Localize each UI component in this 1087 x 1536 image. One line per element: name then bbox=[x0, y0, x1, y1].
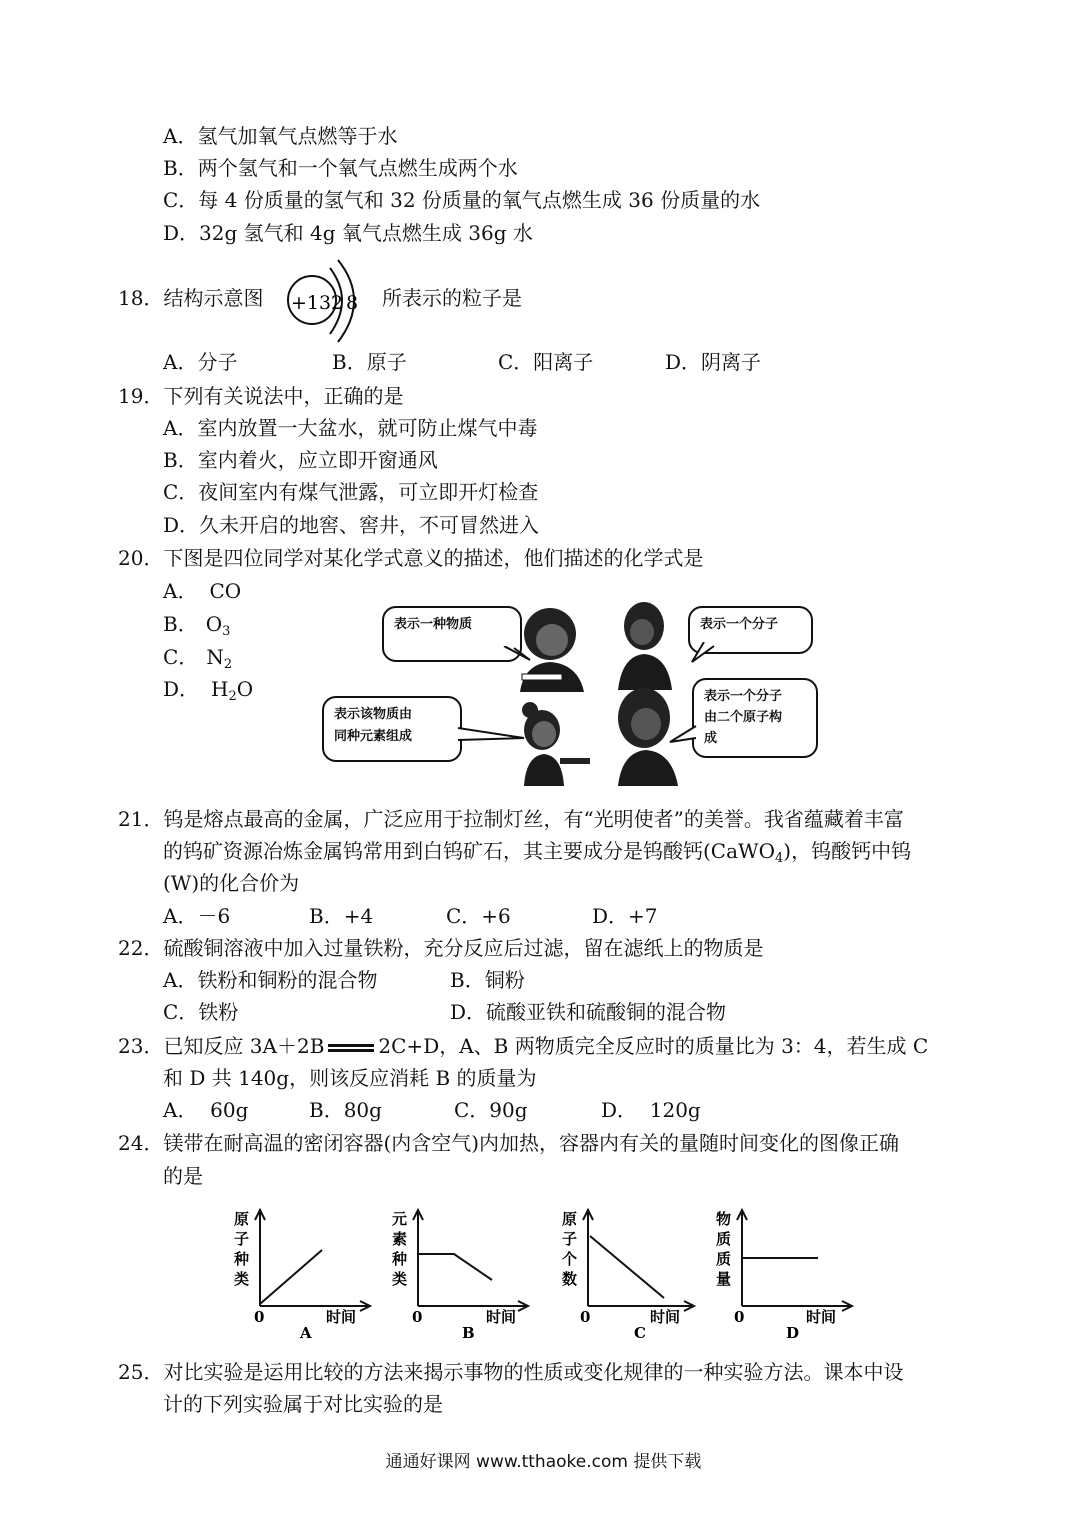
q20-option-b-label: B． bbox=[163, 612, 198, 636]
q21-line-1: 21．钨是熔点最高的金属，广泛应用于拉制灯丝，有“光明使者”的美誉。我省蕴藏着丰富 bbox=[118, 807, 904, 831]
q18-suffix: 所表示的粒子是 bbox=[382, 286, 522, 310]
graph-d-ylabel-2: 质 bbox=[716, 1230, 732, 1248]
q22-stem: 22．硫酸铜溶液中加入过量铁粉，充分反应后过滤，留在滤纸上的物质是 bbox=[118, 936, 764, 960]
q20-option-a-label: A． bbox=[163, 579, 198, 603]
graph-d bbox=[716, 1210, 852, 1342]
graph-d-caption: D bbox=[786, 1324, 800, 1342]
q20-option-d-formula: H bbox=[211, 677, 229, 701]
speech-bubble-3-line-1: 表示该物质由 bbox=[334, 707, 413, 722]
q25-line-1: 25．对比实验是运用比较的方法来揭示事物的性质或变化规律的一种实验方法。课本中设 bbox=[118, 1360, 904, 1384]
graph-b-ylabel-4: 类 bbox=[392, 1270, 408, 1288]
graph-b-ylabel-1: 元 bbox=[392, 1210, 408, 1228]
q20-option-d-tail: O bbox=[236, 677, 254, 701]
q23-line-1b: 2C+D，A、B 两物质完全反应时的质量比为 3：4，若生成 C bbox=[378, 1034, 929, 1058]
graph-d-ylabel-1: 物 bbox=[716, 1210, 732, 1228]
speech-bubble-2-text: 表示一个分子 bbox=[700, 617, 779, 632]
bubble-4-tail bbox=[668, 724, 698, 746]
speech-bubble-3-line-2: 同种元素组成 bbox=[334, 729, 413, 744]
q19-option-c: C．夜间室内有煤气泄露，可立即开灯检查 bbox=[163, 480, 539, 504]
q22-option-d: D．硫酸亚铁和硫酸铜的混合物 bbox=[450, 1000, 727, 1024]
graph-a-ylabel-2: 子 bbox=[234, 1230, 250, 1248]
q23-option-b: B．80g bbox=[309, 1098, 382, 1122]
graph-a-origin: 0 bbox=[254, 1308, 265, 1326]
speech-bubble-1-text: 表示一种物质 bbox=[394, 617, 473, 632]
graph-d-ylabel-3: 质 bbox=[716, 1250, 732, 1268]
speech-bubble-1 bbox=[382, 606, 522, 662]
equals-sign-icon bbox=[328, 1044, 374, 1052]
graph-c-ylabel-3: 个 bbox=[562, 1250, 578, 1268]
graph-a bbox=[233, 1210, 370, 1342]
q18-option-b: B．原子 bbox=[332, 350, 407, 374]
q21-line-2-subscript: 4 bbox=[774, 851, 784, 866]
q21-line-2b: )，钨酸钙中钨 bbox=[783, 839, 912, 863]
graph-c-origin: 0 bbox=[580, 1308, 591, 1326]
q20-option-a-formula: CO bbox=[209, 579, 242, 603]
atom-shell-1-electrons: 2 bbox=[331, 292, 344, 314]
graph-c-ylabel-2: 子 bbox=[562, 1230, 578, 1248]
q20-option-d bbox=[163, 677, 254, 704]
graph-d-ylabel-4: 量 bbox=[716, 1270, 732, 1288]
q20-stem: 20．下图是四位同学对某化学式意义的描述，他们描述的化学式是 bbox=[118, 546, 704, 570]
graph-c-ylabel-4: 数 bbox=[562, 1270, 578, 1288]
q18-option-a: A．分子 bbox=[163, 350, 238, 374]
q21-option-a: A．－6 bbox=[163, 904, 231, 928]
q21-option-b: B．+4 bbox=[309, 904, 374, 928]
q24-line-2: 的是 bbox=[163, 1164, 203, 1188]
q25-line-2: 计的下列实验属于对比实验的是 bbox=[163, 1392, 443, 1416]
graph-a-ylabel-3: 种 bbox=[234, 1250, 250, 1268]
atom-nucleus-charge: +13 bbox=[291, 292, 332, 314]
q24-line-1: 24．镁带在耐高温的密闭容器(内含空气)内加热，容器内有关的量随时间变化的图像正确 bbox=[118, 1131, 900, 1155]
q23-line-2: 和 D 共 140g，则该反应消耗 B 的质量为 bbox=[163, 1066, 537, 1090]
graph-a-ylabel-4: 类 bbox=[234, 1270, 250, 1288]
speech-bubble-3 bbox=[322, 696, 462, 762]
q19-stem: 19．下列有关说法中，正确的是 bbox=[118, 384, 404, 408]
q22-option-b: B．铜粉 bbox=[450, 968, 525, 992]
q22-option-c: C．铁粉 bbox=[163, 1000, 239, 1024]
q17-option-c: C．每 4 份质量的氢气和 32 份质量的氧气点燃生成 36 份质量的水 bbox=[163, 188, 761, 212]
graph-c-caption: C bbox=[634, 1324, 646, 1342]
q18-option-c: C．阳离子 bbox=[498, 350, 594, 374]
q23-option-d: D． 120g bbox=[601, 1098, 701, 1122]
atom-shell-2-electrons: 8 bbox=[346, 292, 359, 314]
q20-option-b-subscript: 3 bbox=[222, 624, 231, 639]
q18-option-d: D．阴离子 bbox=[665, 350, 762, 374]
graph-c-curve bbox=[590, 1236, 664, 1298]
q23-line-1 bbox=[118, 1034, 928, 1058]
bubble-2-tail bbox=[690, 642, 720, 664]
q20-option-c-subscript: 2 bbox=[223, 657, 233, 672]
q20-illustration bbox=[322, 596, 837, 786]
q22-option-a: A．铁粉和铜粉的混合物 bbox=[163, 968, 378, 992]
q20-option-c-formula: N bbox=[206, 645, 224, 669]
q21-line-3: (W)的化合价为 bbox=[163, 871, 300, 895]
q23-line-1a: 23．已知反应 3A＋2B bbox=[118, 1034, 325, 1058]
graph-a-ylabel-1: 原 bbox=[234, 1210, 250, 1228]
student-1-figure bbox=[512, 604, 592, 692]
q19-option-b: B．室内着火，应立即开窗通风 bbox=[163, 448, 438, 472]
student-3-figure bbox=[512, 700, 592, 786]
q21-option-c: C．+6 bbox=[446, 904, 511, 928]
q20-option-d-label: D． bbox=[163, 677, 200, 701]
q23-option-a: A． 60g bbox=[163, 1098, 249, 1122]
q20-option-c-label: C． bbox=[163, 645, 199, 669]
graph-b bbox=[391, 1210, 528, 1342]
q23-option-c: C．90g bbox=[454, 1098, 528, 1122]
q17-option-d: D．32g 氢气和 4g 氧气点燃生成 36g 水 bbox=[163, 221, 533, 245]
graph-a-xlabel: 时间 bbox=[326, 1308, 357, 1326]
q20-option-b-formula: O bbox=[205, 612, 223, 636]
speech-bubble-4-line-2: 由二个原子构 bbox=[704, 710, 783, 725]
q20-option-c bbox=[163, 645, 233, 672]
atom-structure-diagram bbox=[282, 258, 372, 350]
graph-d-xlabel: 时间 bbox=[806, 1308, 837, 1326]
graph-b-xlabel: 时间 bbox=[486, 1308, 517, 1326]
q20-option-a bbox=[163, 579, 241, 603]
q21-line-2a: 的钨矿资源冶炼金属钨常用到白钨矿石，其主要成分是钨酸钙(CaWO bbox=[163, 839, 775, 863]
graph-c-xlabel: 时间 bbox=[650, 1308, 681, 1326]
page-footer: 通通好课网 www.tthaoke.com 提供下载 bbox=[385, 1452, 702, 1472]
graph-b-ylabel-3: 种 bbox=[392, 1250, 408, 1268]
graph-c bbox=[562, 1210, 694, 1342]
speech-bubble-4-line-3: 成 bbox=[704, 731, 718, 746]
q24-graphs bbox=[228, 1206, 858, 1346]
q17-option-b: B．两个氢气和一个氧气点燃生成两个水 bbox=[163, 156, 518, 180]
graph-b-ylabel-2: 素 bbox=[392, 1230, 408, 1248]
q19-option-d: D．久未开启的地窖、窖井，不可冒然进入 bbox=[163, 513, 540, 537]
speech-bubble-4 bbox=[692, 678, 818, 758]
speech-bubble-4-line-1: 表示一个分子 bbox=[704, 689, 783, 704]
q20-option-b bbox=[163, 612, 231, 639]
graph-b-caption: B bbox=[462, 1324, 475, 1342]
graph-a-curve bbox=[260, 1250, 322, 1304]
graph-b-origin: 0 bbox=[412, 1308, 423, 1326]
q19-option-a: A．室内放置一大盆水，就可防止煤气中毒 bbox=[163, 416, 538, 440]
q17-option-a: A．氢气加氧气点燃等于水 bbox=[163, 124, 398, 148]
student-2-figure bbox=[614, 600, 674, 690]
q21-line-2 bbox=[163, 839, 912, 866]
q21-option-d: D．+7 bbox=[592, 904, 658, 928]
q18-prefix: 18．结构示意图 bbox=[118, 286, 264, 310]
graph-d-origin: 0 bbox=[734, 1308, 745, 1326]
graph-b-curve bbox=[418, 1254, 492, 1280]
graph-c-ylabel-1: 原 bbox=[562, 1210, 578, 1228]
q20-option-d-subscript: 2 bbox=[228, 689, 237, 704]
graph-a-caption: A bbox=[300, 1324, 312, 1342]
